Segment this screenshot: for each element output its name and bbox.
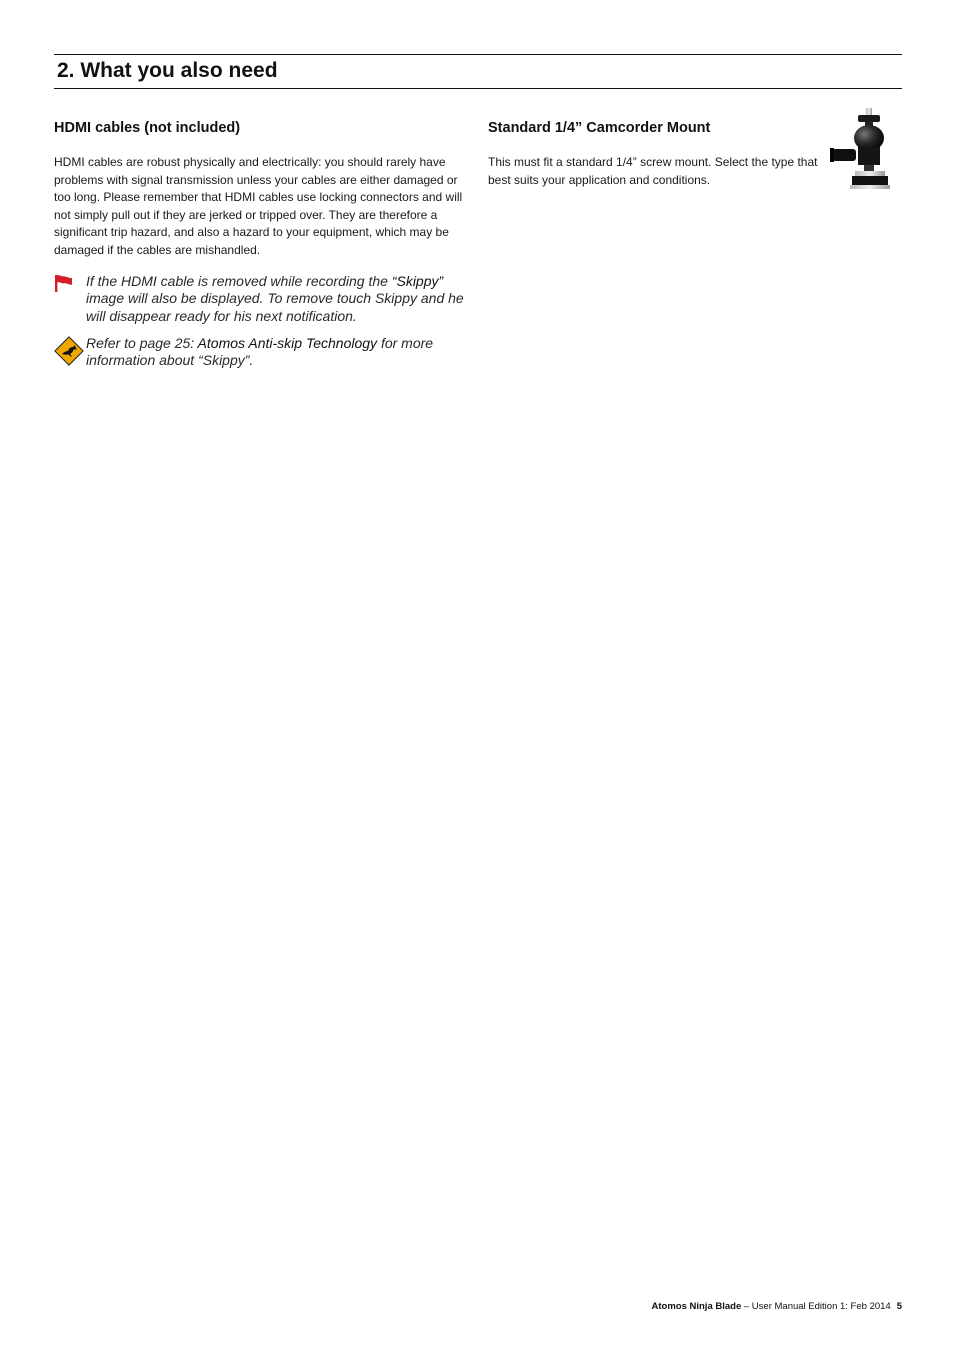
note-text-end: image will also be displayed. To remove touch Skippy and he will disappear ready for his next notification. (86, 290, 464, 324)
section-title: 2. What you also need (57, 59, 278, 82)
note-text-start: If the HDMI cable is removed while recording the (86, 273, 392, 289)
hdmi-section (54, 118, 466, 260)
reference-text-start: Refer to page 25 (86, 335, 191, 351)
recording-note-text (86, 273, 466, 325)
title-bottom-rule (54, 88, 902, 89)
ball-head-mount-photo (822, 105, 902, 193)
page-footer (652, 1301, 903, 1313)
red-flag-icon (54, 273, 74, 297)
recording-note (54, 273, 466, 325)
reference-text-end: for more information about “Skippy”. (86, 335, 434, 369)
hdmi-heading: HDMI cables (not included) (54, 120, 241, 136)
footer-product: Atomos Ninja Blade (651, 1301, 742, 1312)
skippy-reference-text (86, 335, 466, 370)
footer-edition: – User Manual Edition 1: Feb 2014 (741, 1301, 891, 1312)
mount-body: This must fit a standard 1/4” screw mount. Select the type that best suits your application and conditions. (488, 155, 818, 187)
anti-skip-link[interactable]: : Atomos Anti-skip Technology (190, 335, 378, 351)
hdmi-body: HDMI cables are robust physically and electrically: you should rarely have problems with signal transmission unless your cables are either damaged or too long. Please remember that HDMI cables use locking connectors and will not simply pull out if they are jerked or tripped over. They are therefore a significant trip hazard, and also a hazard to your equipment, which may be damaged if the cables are mishandled. (54, 155, 463, 257)
mount-heading: Standard 1/4” Camcorder Mount (488, 120, 711, 136)
page-number: 5 (896, 1301, 902, 1312)
skippy-highlight: “Skippy” (391, 273, 444, 289)
title-top-rule (54, 54, 902, 55)
skippy-reference-note (54, 335, 466, 370)
mount-section (488, 118, 818, 189)
kangaroo-sign-icon (54, 335, 84, 371)
